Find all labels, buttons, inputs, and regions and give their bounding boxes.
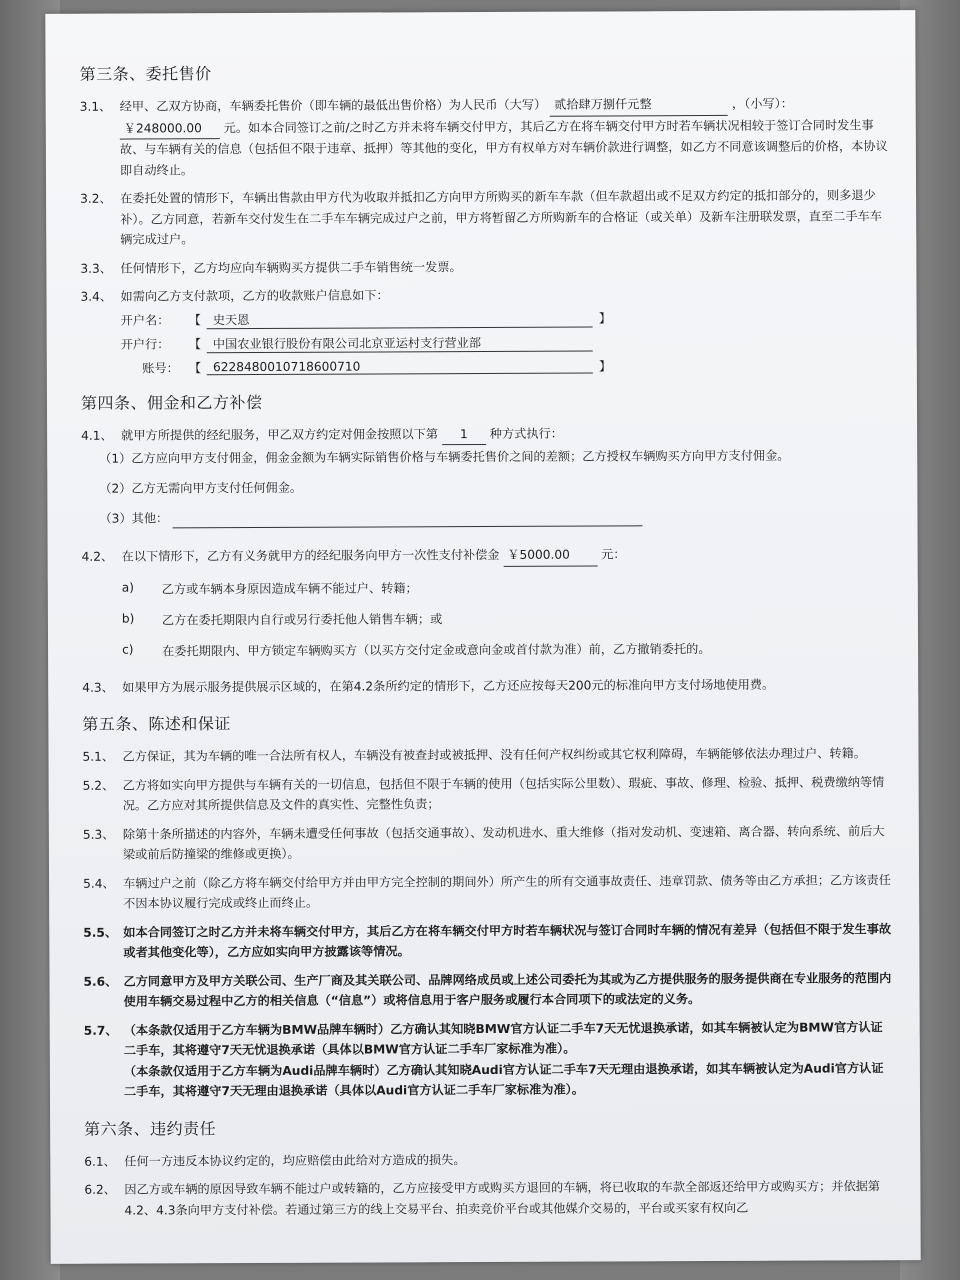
- clause-text: 如果甲方为展示服务提供展示区域的，在第4.2条所约定的情形下，乙方还应按每天200元的标准向甲方支付场地使用费。: [122, 677, 775, 695]
- clause-text: 元：: [601, 547, 626, 562]
- clause-5-3: [83, 821, 893, 866]
- clause-3-1: [80, 93, 890, 181]
- clause-number: 4.1、: [81, 428, 113, 443]
- list-text: 乙方在委托期限内自行或另行委托他人销售车辆；或: [161, 611, 443, 627]
- clause-number: 5.5、: [83, 925, 118, 940]
- clause-number: 3.2、: [80, 191, 112, 206]
- commission-option-2: （2）乙方无需向甲方支付任何佣金。: [99, 480, 303, 496]
- clause-text: 乙方同意甲方及甲方关联公司、生产厂商及其关联公司、品牌网络成员或上述公司委托为其或为乙方提供服务的服务提供商在专业服务的范围内使用车辆交易过程中乙方的相关信息（“信息”）或将信息用于客户服务或履行本合同项下的或法定的义务。: [123, 970, 892, 1009]
- account-number-value: 6228480010718600710: [207, 358, 593, 375]
- clause-3-4: [80, 283, 890, 307]
- list-marker: c): [122, 642, 134, 657]
- clause-number: 3.3、: [80, 261, 112, 276]
- option-3-label: （3）其他：: [99, 511, 169, 526]
- clause-text: 如需向乙方支付款项，乙方的收款账户信息如下：: [120, 288, 389, 304]
- clause-text: 在以下情形下，乙方有义务就甲方的经纪服务向甲方一次性支付补偿金: [121, 547, 500, 564]
- bank-label: 开户行：: [120, 337, 170, 352]
- clause-number: 4.3、: [82, 680, 114, 695]
- clause-number: 3.1、: [79, 99, 112, 114]
- clause-text: 种方式执行：: [489, 426, 563, 441]
- clause-6-1: [84, 1148, 894, 1172]
- clause-text: 如本合同签订之时乙方并未将车辆交付甲方，其后乙方在将车辆交付甲方时若车辆状况与签订合同时车辆的情况有差异（包括但不限于发生事故或者其他变化等），乙方应如实向甲方披露该等情况。: [123, 921, 892, 960]
- list-text: 乙方或车辆本身原因造成车辆不能过户、转籍；: [161, 580, 418, 596]
- clause-5-5: [83, 919, 893, 964]
- clause-text: ，（小写）：: [731, 96, 793, 111]
- clause-5-7: [84, 1017, 894, 1103]
- bracket-left: 【: [188, 337, 201, 352]
- clause-text: 经甲、乙双方协商，车辆委托售价（即车辆的最低出售价格）为人民币（大写）: [119, 97, 547, 114]
- clause-number: 5.2、: [82, 778, 115, 793]
- price-in-words: 贰拾肆万捌仟元整: [550, 94, 728, 116]
- bracket-right: 】: [598, 311, 612, 326]
- section-3-title: 第三条、委托售价: [79, 64, 212, 84]
- clause-6-2: [84, 1176, 894, 1221]
- clause-number: 5.1、: [82, 749, 115, 764]
- clause-text: 任何情形下，乙方均应向车辆购买方提供二手车销售统一发票。: [120, 259, 462, 276]
- list-text: 在委托期限内、甲方锁定车辆购买方（以买方交付定金或意向金或首付款为准）前，乙方撤销委托的。: [162, 641, 711, 658]
- list-marker: a): [121, 580, 135, 595]
- account-name-value: 史天恩: [207, 309, 593, 329]
- clause-text: 任何一方违反本协议约定的，均应赔偿由此给对方造成的损失。: [124, 1152, 466, 1169]
- clause-text: 车辆过户之前（除乙方将车辆交付给甲方并由甲方完全控制的期间外）所产生的所有交通事故责任、违章罚款、债务等由乙方承担；乙方该责任不因本协议履行完成或终止而终止。: [123, 872, 891, 911]
- section-5-title: 第五条、陈述和保证: [82, 714, 231, 734]
- account-number-label: 账号：: [142, 360, 179, 375]
- condition-c: [122, 639, 892, 659]
- clause-4-2: [82, 543, 892, 568]
- clause-number: 5.7、: [83, 1023, 118, 1038]
- clause-text: 就甲方所提供的经纪服务，甲乙双方约定对佣金按照以下第: [121, 426, 439, 443]
- clause-5-6: [83, 968, 893, 1013]
- clause-number: 6.1、: [84, 1154, 116, 1169]
- clause-text-audi: （本条款仅适用于乙方车辆为Audi品牌车辆时）乙方确认其知晓Audi官方认证二手车7天无理由退换承诺，如其车辆被认定为Audi官方认证二手车，其将遵守7天无理由退换承诺（具体以Audi官方认证二手车厂家标准为准）。: [123, 1060, 884, 1099]
- clause-text: 元。如本合同签订之前/之时乙方并未将车辆交付甲方，其后乙方在将车辆交付甲方时若车辆状况相较于签订合同时发生事故、与车辆有关的信息（包括但不限于违章、抵押）等其他的变化，甲方有权单方对车辆价款进行调整，如乙方不同意该调整后的价格，本协议即自动终止。: [119, 117, 888, 178]
- condition-b: [122, 608, 892, 628]
- contract-page: [45, 10, 920, 1264]
- account-name-row: [121, 308, 891, 329]
- clause-number: 4.2、: [81, 549, 114, 564]
- bracket-right: 】: [598, 358, 612, 373]
- section-4-title: 第四条、佣金和乙方补偿: [80, 392, 263, 413]
- account-number-row: [121, 356, 891, 376]
- clause-number: 5.6、: [83, 974, 118, 989]
- compensation-amount: ￥5000.00: [503, 545, 597, 567]
- bank-row: [121, 332, 891, 353]
- account-name-label: 开户名：: [120, 313, 170, 328]
- bank-value: 中国农业银行股份有限公司北京亚运村支行营业部: [207, 333, 593, 353]
- clause-text: 乙方保证，其为车辆的唯一合法所有权人，车辆没有被查封或被抵押、没有任何产权纠纷或其它权利障碍，车辆能够依法办理过户、转籍。: [122, 746, 866, 764]
- commission-option-1: （1）乙方应向甲方支付佣金，佣金金额为车辆实际销售价格与车辆委托售价之间的差额；乙方授权车辆购买方向甲方支付佣金。: [99, 448, 790, 466]
- commission-option-choice: 1: [442, 423, 486, 445]
- page-content: [79, 58, 894, 1229]
- clause-3-2: [80, 185, 890, 250]
- clause-number: 5.4、: [83, 876, 115, 891]
- clause-text: 除第十条所描述的内容外，车辆未遭受任何事故（包括交通事故）、发动机进水、重大维修（指对发动机、变速箱、离合器、转向系统、前后大梁或前后防撞梁的维修或更换）。: [122, 823, 885, 862]
- clause-4-1: [81, 422, 891, 447]
- price-in-figures: ￥248000.00: [120, 118, 220, 140]
- bracket-left: 【: [188, 313, 201, 328]
- clause-text: 因乙方或车辆的原因导致车辆不能过户或转籍的，乙方应接受甲方或购买方退回的车辆，将已收取的车款全部返还给甲方或购买方；并依据第4.2、4.3条向甲方支付补偿。若通过第三方的线上交易平台、拍卖竞价平台或其他媒介交易的，平台或买家有权向乙: [124, 1179, 881, 1218]
- clause-4-3: [82, 674, 892, 698]
- list-marker: b): [121, 611, 135, 626]
- clause-number: 5.3、: [82, 827, 115, 842]
- option-3-blank-line: [172, 511, 642, 528]
- clause-text: 乙方将如实向甲方提供与车辆有关的一切信息，包括但不限于车辆的使用（包括实际公里数）、瑕疵、事故、修理、检验、抵押、税费缴纳等情况。乙方应对其所提供信息及文件的真实性、完整性负责；: [122, 774, 885, 813]
- clause-5-2: [83, 772, 893, 817]
- commission-option-3: [81, 505, 891, 529]
- bracket-left: 【: [188, 360, 202, 375]
- clause-number: 3.4、: [80, 289, 113, 304]
- clause-text: （本条款仅适用于乙方车辆为BMW品牌车辆时）乙方确认其知晓BMW官方认证二手车7天无忧退换承诺，如其车辆被认定为BMW官方认证二手车，其将遵守7天无忧退换承诺（具体以BMW官方认证二手车厂家标准为准）。: [123, 1019, 883, 1058]
- clause-5-1: [82, 743, 892, 767]
- clause-text: 在委托处置的情形下，车辆出售款由甲方代为收取并抵扣乙方向甲方所购买的新车车款（但车款超出或不足双方约定的抵扣部分的，则多退少补）。乙方同意，若新车交付发生在二手车车辆完成过户之前，甲方将暂留乙方所购新车的合格证（或关单）及新车注册联发票，直至二手车车辆完成过户。: [120, 188, 882, 247]
- condition-a: [122, 577, 892, 597]
- clause-3-3: [80, 255, 890, 279]
- section-6-title: 第六条、违约责任: [84, 1118, 217, 1139]
- clause-number: 6.2、: [84, 1182, 117, 1197]
- clause-5-4: [83, 870, 893, 915]
